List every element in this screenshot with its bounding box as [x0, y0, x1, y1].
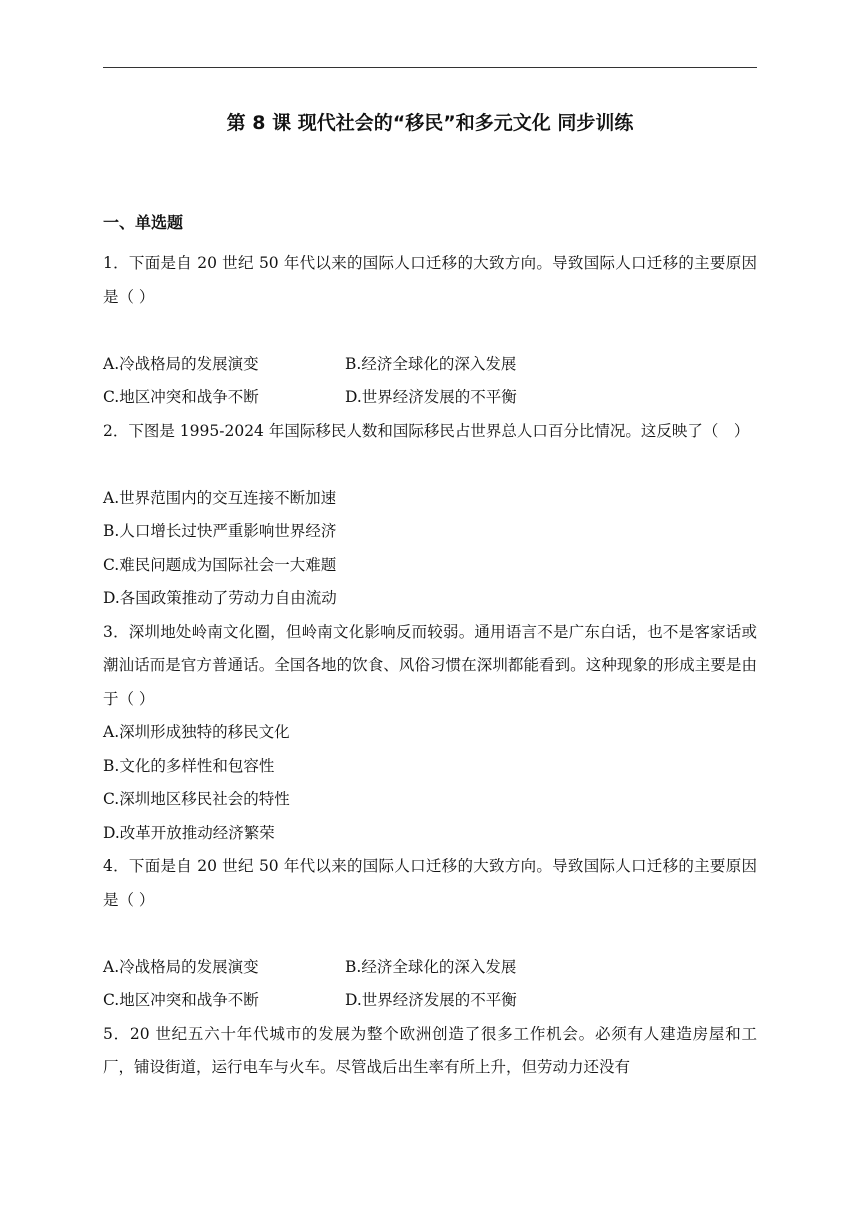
question-5 [103, 1018, 757, 1085]
option-d: D.改革开放推动经济繁荣 [103, 823, 275, 842]
figure-gap [103, 448, 757, 482]
option-a: A.世界范围内的交互连接不断加速 [103, 488, 337, 507]
option-c: C.地区冲突和战争不断 [103, 388, 259, 406]
question-1 [103, 247, 757, 415]
question-2 [103, 415, 757, 616]
option-b: B.文化的多样性和包容性 [103, 756, 275, 775]
page-title: 第 8 课 现代社会的“移民”和多元文化 同步训练 [226, 112, 634, 134]
option-d: D.世界经济发展的不平衡 [345, 991, 517, 1009]
option-a: A.冷战格局的发展演变 [103, 354, 259, 373]
option-row [103, 348, 757, 382]
question-list [103, 247, 757, 1085]
question-stem: 4．下面是自 20 世纪 50 年代以来的国际人口迁移的大致方向。导致国际人口迁移的主要原因是（ ） [103, 857, 757, 909]
question-4 [103, 850, 757, 1018]
option-a: A.深圳形成独特的移民文化 [103, 723, 290, 741]
option-c: C.地区冲突和战争不断 [103, 991, 259, 1009]
option-row [103, 381, 757, 415]
question-3 [103, 616, 757, 851]
figure-gap [103, 917, 757, 951]
section-heading: 一、单选题 [103, 213, 184, 232]
question-stem: 1．下面是自 20 世纪 50 年代以来的国际人口迁移的大致方向。导致国际人口迁移的主要原因是（ ） [103, 254, 757, 306]
option-c: C.深圳地区移民社会的特性 [103, 790, 290, 808]
option-c: C.难民问题成为国际社会一大难题 [103, 555, 337, 574]
question-stem: 2．下图是 1995-2024 年国际移民人数和国际移民占世界总人口百分比情况。这反映了（ ） [103, 421, 750, 440]
option-b: B.人口增长过快严重影响世界经济 [103, 522, 337, 540]
question-stem: 5．20 世纪五六十年代城市的发展为整个欧洲创造了很多工作机会。必须有人建造房屋和工厂，铺设街道，运行电车与火车。尽管战后出生率有所上升，但劳动力还没有 [103, 1024, 757, 1076]
question-stem: 3．深圳地处岭南文化圈，但岭南文化影响反而较弱。通用语言不是广东白话，也不是客家话或潮汕话而是官方普通话。全国各地的饮食、风俗习惯在深圳都能看到。这种现象的形成主要是由于（ ） [103, 622, 757, 708]
figure-gap [103, 314, 757, 348]
option-b: B.经济全球化的深入发展 [345, 957, 517, 976]
header-rule [103, 67, 757, 68]
option-row [103, 951, 757, 985]
option-a: A.冷战格局的发展演变 [103, 957, 259, 976]
option-d: D.各国政策推动了劳动力自由流动 [103, 589, 337, 607]
option-d: D.世界经济发展的不平衡 [345, 388, 517, 406]
option-row [103, 984, 757, 1018]
option-b: B.经济全球化的深入发展 [345, 354, 517, 373]
